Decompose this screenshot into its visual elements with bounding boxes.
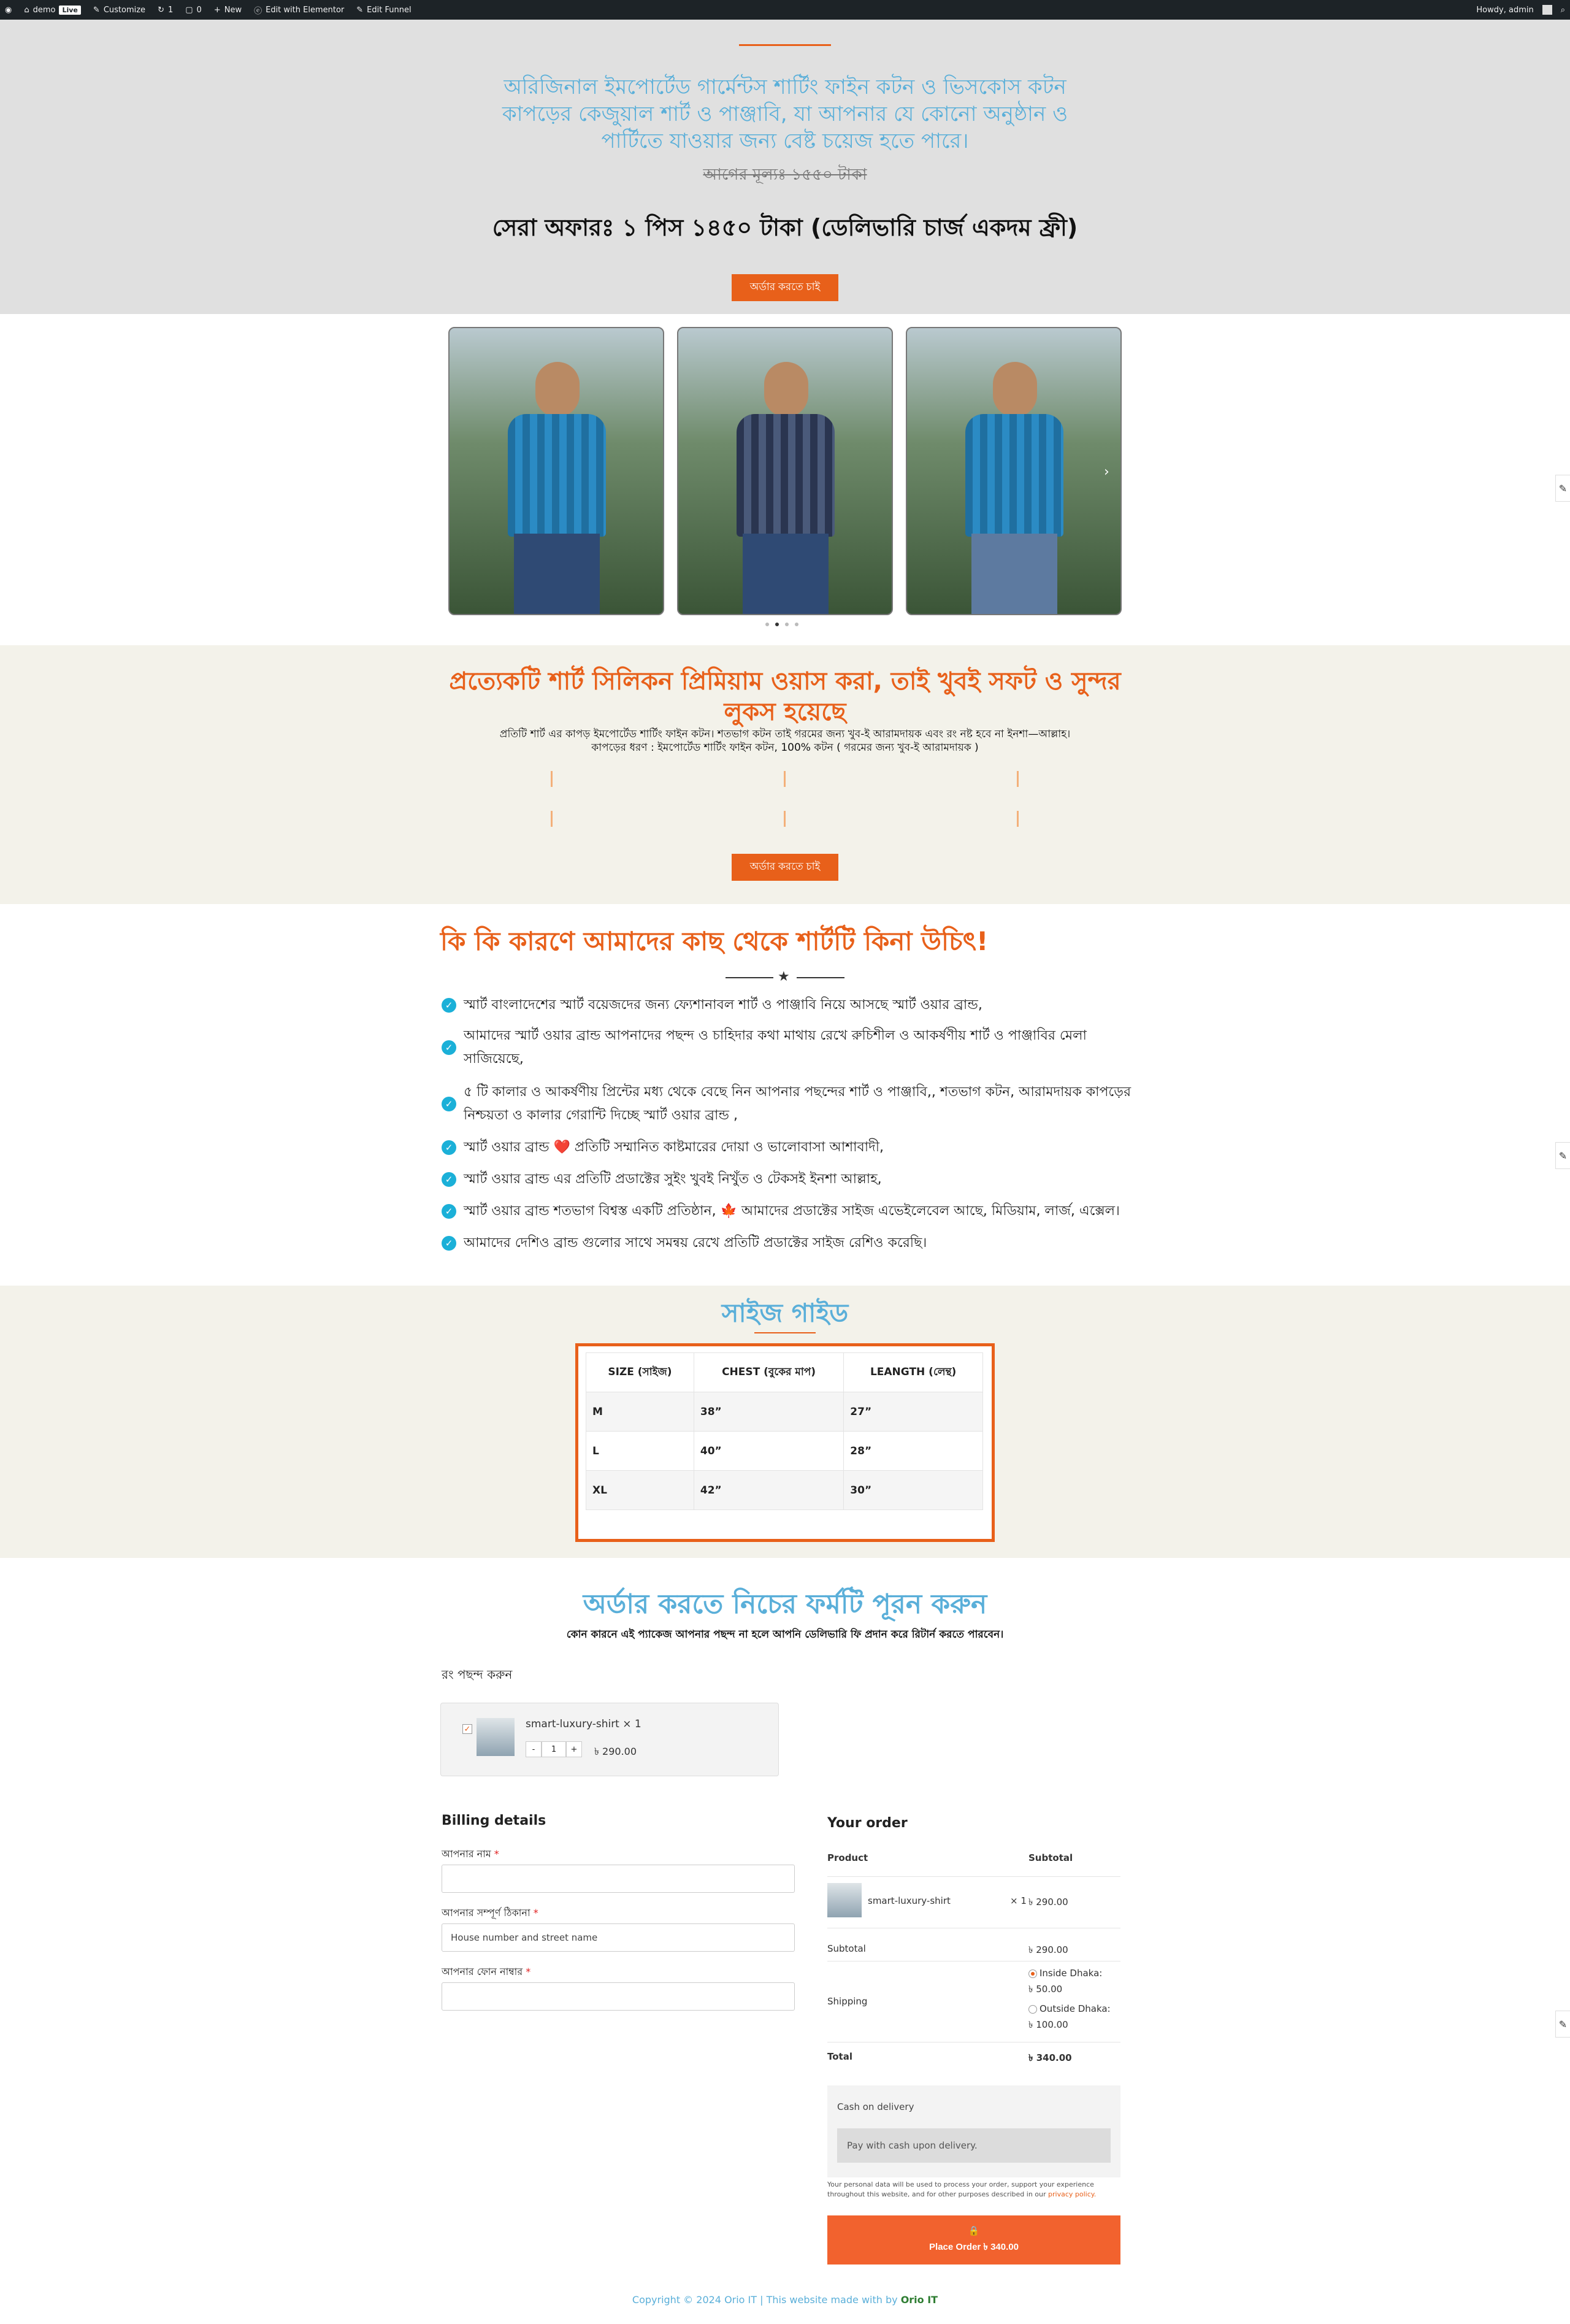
product-gallery (0, 314, 1570, 645)
payment-methods (827, 2085, 1120, 2177)
phone-label: আপনার ফোন নাম্বার * (442, 1966, 531, 1977)
feature-divider (784, 771, 786, 787)
qty-minus-button[interactable]: - (526, 1741, 542, 1757)
offer-text: সেরা অফারঃ ১ পিস ১৪৫০ টাকা (ডেলিভারি চার্জ একদম ফ্রী) (492, 214, 1078, 241)
table-cell: XL (586, 1471, 694, 1510)
check-circle-icon: ✓ (442, 1040, 456, 1055)
table-header: SIZE (সাইজ) (586, 1353, 694, 1392)
site-name-link[interactable]: ⌂ demo Live (24, 6, 81, 15)
table-cell: L (586, 1432, 694, 1471)
check-circle-icon: ✓ (442, 1097, 456, 1111)
avatar[interactable] (1542, 5, 1552, 15)
table-row (586, 1432, 983, 1471)
side-edit-tab[interactable]: ✎ (1555, 1142, 1570, 1169)
howdy-user[interactable]: Howdy, admin (1476, 5, 1534, 15)
reason-item: ✓ আমাদের স্মার্ট ওয়ার ব্রান্ড আপনাদের পছন্দ ও চাহিদার কথা মাথায় রেখে রুচিশীল ও আকর্ষণীয় শার্ট ও পাঞ্জাবির মেলা সাজিয়েছে, (442, 1024, 1141, 1071)
lock-icon: 🔒 (968, 2225, 980, 2236)
features-line-1: প্রতিটি শার্ট এর কাপড় ইমপোর্টেড শার্টিং ফাইন কটন। শতভাগ কটন তাই গরমের জন্য খুব-ই আরামদায়ক এবং রং নষ্ট হবে না ইনশা—আল্লাহ। (499, 728, 1071, 740)
comments-link[interactable]: ▢ 0 (185, 5, 202, 15)
table-header-row (586, 1353, 983, 1392)
name-label: আপনার নাম * (442, 1848, 499, 1860)
pagination-dot[interactable] (765, 623, 769, 626)
feature-divider (551, 771, 553, 787)
order-item-row: smart-luxury-shirt × 1 ৳ 290.00 (827, 1884, 1120, 1928)
home-icon: ⌂ (24, 5, 29, 15)
gallery-photo-3[interactable] (906, 327, 1122, 615)
order-table-header: Product Subtotal (827, 1852, 1120, 1877)
product-price: ৳ 290.00 (594, 1746, 637, 1757)
reason-item: ✓ স্মার্ট ওয়ার ব্রান্ড শতভাগ বিশ্বস্ত একটি প্রতিষ্ঠান, 🍁 আমাদের প্রডাক্টের সাইজ এভেইলেবেল আছে, মিডিয়াম, লার্জ, এক্সেল। (442, 1200, 1141, 1223)
quantity-stepper[interactable] (526, 1741, 582, 1757)
privacy-notice: Your personal data will be used to process your order, support your experience throughout this website, and for other purposes described in our privacy policy. (827, 2180, 1097, 2198)
pagination-dot[interactable] (795, 623, 798, 626)
order-form-section (0, 1558, 1570, 2324)
product-checkbox[interactable]: ✓ (462, 1724, 472, 1734)
features-title: প্রত্যেকটি শার্ট সিলিকন প্রিমিয়াম ওয়াস করা, তাই খুবই সফট ও সুন্দর লুকস হয়েছে (449, 667, 1121, 726)
color-choice-label: রং পছন্দ করুন (442, 1667, 513, 1682)
payment-description: Pay with cash upon delivery. (837, 2128, 1111, 2163)
product-thumbnail (477, 1718, 515, 1756)
gallery-photo-1[interactable] (448, 327, 664, 615)
hero-section (0, 20, 1570, 314)
table-header: LEANGTH (লেন্থ) (844, 1353, 983, 1392)
shipping-row: Shipping Inside Dhaka: ৳ 50.00 Outside Dhaka: ৳ 100.00 (827, 1963, 1120, 2042)
plus-icon: + (213, 5, 221, 15)
old-price: আগের মূল্যঃ ১৫৫০ টাকা (703, 166, 867, 184)
edit-funnel-link[interactable]: ✎ Edit Funnel (356, 5, 412, 15)
qty-plus-button[interactable]: + (566, 1741, 582, 1757)
phone-input[interactable] (442, 1982, 795, 2011)
billing-heading: Billing details (442, 1813, 546, 1828)
check-circle-icon: ✓ (442, 1172, 456, 1187)
your-order-heading: Your order (827, 1816, 908, 1831)
subtotal-row: Subtotal ৳ 290.00 (827, 1937, 1120, 1962)
address-input[interactable]: House number and street name (442, 1923, 795, 1952)
gallery-pagination (765, 623, 798, 626)
reason-item: ✓ স্মার্ট ওয়ার ব্রান্ড এর প্রতিটি প্রডাক্টের সুইং খুবই নিখুঁত ও টেকসই ইনশা আল্লাহ, (442, 1168, 1141, 1191)
table-cell: 38” (694, 1392, 843, 1432)
edit-elementor-link[interactable]: ⓔ Edit with Elementor (254, 5, 345, 16)
features-line-2: কাপড়ের ধরণ : ইমপোর্টেড শার্টিং ফাইন কটন, 100% কটন ( গরমের জন্য খুব-ই আরামদায়ক ) (591, 742, 979, 754)
reason-item: ✓ ৫ টি কালার ও আকর্ষণীয় প্রিন্টের মধ্য থেকে বেছে নিন আপনার পছন্দের শার্ট ও পাঞ্জাবি,, শতভাগ কটন, আরামদায়ক কাপড়ের নিশ্চয়তা ও কালার গেরান্টি দিচ্ছে স্মার্ট ওয়ার ব্রান্ড , (442, 1081, 1141, 1127)
side-edit-tab[interactable]: ✎ (1555, 2011, 1570, 2038)
admin-bar (0, 0, 1570, 20)
table-row (586, 1392, 983, 1432)
new-content-link[interactable]: + New (213, 5, 242, 15)
wordpress-icon[interactable]: ◉ (5, 5, 12, 15)
hero-accent-line (739, 44, 831, 46)
live-badge: Live (59, 6, 80, 15)
customize-link[interactable]: ✎ Customize (93, 5, 146, 15)
table-cell: 27” (844, 1392, 983, 1432)
place-order-button[interactable]: 🔒 Place Order ৳ 340.00 (827, 2215, 1120, 2265)
privacy-policy-link[interactable]: privacy policy. (1048, 2190, 1097, 2198)
radio-selected[interactable] (1028, 1969, 1037, 1978)
order-form-title: অর্ডার করতে নিচের ফর্মটি পূরন করুন (583, 1589, 987, 1620)
features-order-button[interactable]: অর্ডার করতে চাই (732, 854, 838, 881)
feature-divider (784, 811, 786, 827)
order-form-subtitle: কোন কারনে এই প্যাকেজ আপনার পছন্দ না হলে আপনি ডেলিভারি ফি প্রদান করে রিটার্ন করতে পারবেন। (566, 1628, 1004, 1641)
table-cell: 28” (844, 1432, 983, 1471)
gallery-photo-2[interactable] (677, 327, 893, 615)
pencil-icon: ✎ (356, 5, 364, 15)
size-table (586, 1352, 983, 1510)
shipping-outside-option[interactable]: Outside Dhaka: (1028, 2003, 1111, 2014)
table-cell: 40” (694, 1432, 843, 1471)
feature-divider (551, 811, 553, 827)
footer-brand-link[interactable]: Orio IT (900, 2294, 938, 2306)
table-cell: 42” (694, 1471, 843, 1510)
shipping-inside-option[interactable]: Inside Dhaka: (1028, 1968, 1102, 1979)
size-guide-section (0, 1286, 1570, 1558)
reasons-title: কি কি কারণে আমাদের কাছ থেকে শার্টটি কিনা উচিৎ! (440, 926, 989, 956)
features-section (0, 645, 1570, 904)
comment-icon: ▢ (185, 5, 193, 15)
footer-copyright: Copyright © 2024 Orio IT | This website made with by Orio IT (632, 2294, 938, 2306)
side-edit-tab[interactable]: ✎ (1555, 475, 1570, 502)
reason-item: ✓ আমাদের দেশিও ব্রান্ড গুলোর সাথে সমন্বয় রেখে প্রতিটি প্রডাক্টের সাইজ রেশিও করেছি। (442, 1232, 1141, 1255)
hero-description: অরিজিনাল ইমপোর্টেড গার্মেন্টস শার্টিং ফাইন কটন ও ভিসকোস কটন কাপড়ের কেজুয়াল শার্ট ও পাঞ্জাবি, যা আপনার যে কোনো অনুষ্ঠান ও পার্টিতে যাওয়ার জন্য বেষ্ট চয়েজ হতে পারে। (502, 75, 1068, 153)
table-cell: 30” (844, 1471, 983, 1510)
elementor-icon: ⓔ (254, 6, 262, 16)
address-label: আপনার সম্পূর্ণ ঠিকানা * (442, 1907, 538, 1919)
star-divider (726, 969, 844, 984)
product-selector[interactable] (440, 1703, 779, 1776)
reason-item: ✓ স্মার্ট ওয়ার ব্রান্ড ❤️ প্রতিটি সম্মানিত কাষ্টমারের দোয়া ও ভালোবাসা আশাবাদী, (442, 1136, 1141, 1159)
table-row (586, 1471, 983, 1510)
radio-unselected[interactable] (1028, 2005, 1037, 2014)
feature-divider (1017, 771, 1019, 787)
payment-method-cod[interactable]: Cash on delivery (837, 2101, 914, 2112)
reason-item: ✓ স্মার্ট বাংলাদেশের স্মার্ট বয়েজদের জন্য ফ্যেশানাবল শার্ট ও পাঞ্জাবি নিয়ে আসছে স্মার্ট ওয়ার ব্রান্ড, (442, 994, 1141, 1017)
gallery-next-arrow[interactable]: › (1104, 464, 1109, 480)
updates-link[interactable]: ↻ 1 (158, 5, 174, 15)
check-circle-icon: ✓ (442, 998, 456, 1013)
qty-input[interactable]: 1 (542, 1741, 566, 1757)
name-input[interactable] (442, 1865, 795, 1893)
search-icon[interactable]: ⌕ (1560, 5, 1565, 15)
pagination-dot-active[interactable] (775, 623, 779, 626)
table-header: CHEST (বুকের মাপ) (694, 1353, 843, 1392)
size-guide-title: সাইজ গাইড (721, 1298, 849, 1328)
check-circle-icon: ✓ (442, 1140, 456, 1155)
brush-icon: ✎ (93, 5, 100, 15)
check-circle-icon: ✓ (442, 1204, 456, 1219)
table-cell: M (586, 1392, 694, 1432)
product-name: smart-luxury-shirt × 1 (526, 1718, 641, 1730)
star-icon: ★ (778, 969, 790, 984)
updates-icon: ↻ (158, 5, 164, 15)
hero-order-button[interactable]: অর্ডার করতে চাই (732, 274, 838, 301)
pagination-dot[interactable] (785, 623, 789, 626)
order-item-thumbnail (827, 1883, 862, 1917)
size-table-frame (575, 1343, 995, 1542)
check-circle-icon: ✓ (442, 1236, 456, 1251)
size-guide-underline (754, 1332, 816, 1333)
feature-divider (1017, 811, 1019, 827)
reasons-section (0, 904, 1570, 1286)
total-row: Total ৳ 340.00 (827, 2051, 1072, 2063)
